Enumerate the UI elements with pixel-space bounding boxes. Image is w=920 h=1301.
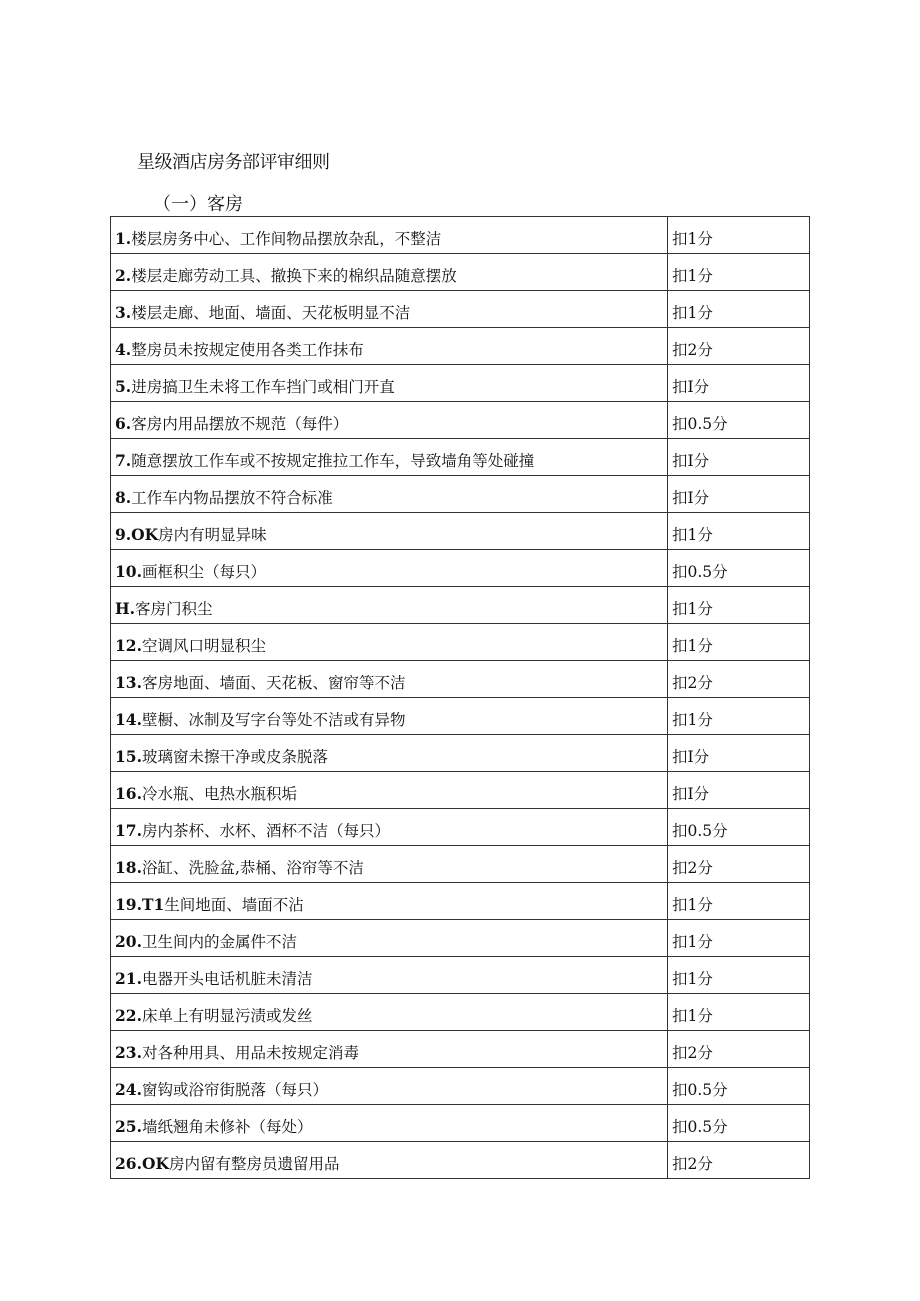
criterion-cell xyxy=(111,1142,668,1179)
criterion-number: 23. xyxy=(115,1043,142,1062)
criteria-table-body xyxy=(111,217,810,1179)
criterion-number: 4. xyxy=(115,340,132,359)
criterion-text: 画框积尘（每只） xyxy=(141,563,266,581)
criterion-text: 工作车内物品摆放不符合标准 xyxy=(131,489,333,507)
criterion-cell xyxy=(111,550,668,587)
table-row xyxy=(111,846,810,883)
penalty-cell: 扣I分 xyxy=(668,476,810,513)
criterion-cell xyxy=(111,328,668,365)
table-row xyxy=(111,254,810,291)
table-row xyxy=(111,550,810,587)
penalty-cell: 扣0.5分 xyxy=(668,1068,810,1105)
penalty-cell: 扣1分 xyxy=(668,587,810,624)
table-row xyxy=(111,328,810,365)
table-row xyxy=(111,661,810,698)
criterion-text: 空调风口明显积尘 xyxy=(141,637,266,655)
criterion-number: 14. xyxy=(115,710,142,729)
criterion-text: 卫生间内的金属件不洁 xyxy=(141,933,297,951)
criterion-cell xyxy=(111,439,668,476)
criterion-number: 26.OK xyxy=(115,1154,169,1173)
table-row xyxy=(111,291,810,328)
criterion-number: 8. xyxy=(115,488,132,507)
penalty-cell: 扣1分 xyxy=(668,920,810,957)
table-row xyxy=(111,809,810,846)
criterion-cell xyxy=(111,735,668,772)
criterion-text: 客房地面、墙面、天花板、窗帘等不洁 xyxy=(141,674,406,692)
criterion-cell xyxy=(111,254,668,291)
document-title: 星级酒店房务部评审细则 xyxy=(137,152,330,173)
table-row xyxy=(111,772,810,809)
criterion-number: 21. xyxy=(115,969,142,988)
criterion-number: 18. xyxy=(115,858,142,877)
criterion-cell xyxy=(111,291,668,328)
penalty-cell: 扣I分 xyxy=(668,735,810,772)
criterion-text: 楼层走廊、地面、墙面、天花板明显不洁 xyxy=(131,304,411,322)
criterion-cell xyxy=(111,624,668,661)
criterion-cell xyxy=(111,1031,668,1068)
criterion-cell xyxy=(111,772,668,809)
criterion-number: 9.OK xyxy=(115,525,159,544)
penalty-cell: 扣0.5分 xyxy=(668,809,810,846)
criterion-text: 冷水瓶、电热水瓶积垢 xyxy=(141,785,297,803)
table-row xyxy=(111,1068,810,1105)
criterion-cell xyxy=(111,661,668,698)
criterion-cell xyxy=(111,1068,668,1105)
criterion-number: 2. xyxy=(115,266,132,285)
criterion-number: 22. xyxy=(115,1006,142,1025)
criterion-text: 楼层房务中心、工作间物品摆放杂乱，不整洁 xyxy=(131,230,442,248)
criterion-number: H. xyxy=(115,599,136,618)
criterion-cell xyxy=(111,994,668,1031)
table-row xyxy=(111,217,810,254)
penalty-cell: 扣2分 xyxy=(668,1142,810,1179)
criterion-cell xyxy=(111,883,668,920)
table-row xyxy=(111,476,810,513)
table-row xyxy=(111,513,810,550)
criterion-number: 10. xyxy=(115,562,142,581)
criterion-cell xyxy=(111,1105,668,1142)
criterion-text: 窗钩或浴帘街脱落（每只） xyxy=(141,1081,328,1099)
criterion-text: 楼层走廊劳动工具、撤换下来的棉织品随意摆放 xyxy=(131,267,457,285)
table-row xyxy=(111,439,810,476)
criterion-text: 客房内用品摆放不规范（每件） xyxy=(131,415,349,433)
penalty-cell: 扣1分 xyxy=(668,957,810,994)
section-heading: （一）客房 xyxy=(153,194,243,215)
criterion-text: 房内茶杯、水杯、酒杯不洁（每只） xyxy=(141,822,390,840)
criterion-number: 6. xyxy=(115,414,132,433)
penalty-cell: 扣2分 xyxy=(668,328,810,365)
penalty-cell: 扣1分 xyxy=(668,698,810,735)
criterion-number: 25. xyxy=(115,1117,142,1136)
criterion-text: 客房门积尘 xyxy=(135,600,213,618)
table-row xyxy=(111,587,810,624)
criterion-cell xyxy=(111,920,668,957)
criterion-number: 1. xyxy=(115,229,132,248)
criterion-text: 对各种用具、用品未按规定消毒 xyxy=(141,1044,359,1062)
penalty-cell: 扣I分 xyxy=(668,772,810,809)
penalty-cell: 扣I分 xyxy=(668,365,810,402)
criterion-number: 13. xyxy=(115,673,142,692)
penalty-cell: 扣I分 xyxy=(668,439,810,476)
table-row xyxy=(111,957,810,994)
criterion-number: 17. xyxy=(115,821,142,840)
criterion-text: 浴缸、洗脸盆,恭桶、浴帘等不洁 xyxy=(141,859,364,877)
penalty-cell: 扣2分 xyxy=(668,661,810,698)
criterion-cell xyxy=(111,587,668,624)
criterion-text: 生间地面、墙面不沾 xyxy=(164,896,304,914)
penalty-cell: 扣1分 xyxy=(668,291,810,328)
criterion-cell xyxy=(111,402,668,439)
penalty-cell: 扣0.5分 xyxy=(668,402,810,439)
criterion-number: 5. xyxy=(115,377,132,396)
table-row xyxy=(111,365,810,402)
penalty-cell: 扣1分 xyxy=(668,994,810,1031)
criterion-number: 12. xyxy=(115,636,142,655)
criterion-number: 3. xyxy=(115,303,132,322)
table-row xyxy=(111,1031,810,1068)
criterion-text: 进房搞卫生未将工作车挡门或相门开直 xyxy=(131,378,395,396)
criterion-number: 7. xyxy=(115,451,132,470)
criterion-number: 15. xyxy=(115,747,142,766)
penalty-cell: 扣0.5分 xyxy=(668,1105,810,1142)
penalty-cell: 扣2分 xyxy=(668,846,810,883)
table-row xyxy=(111,883,810,920)
table-row xyxy=(111,735,810,772)
criterion-text: 房内留有整房员遗留用品 xyxy=(168,1155,340,1173)
penalty-cell: 扣0.5分 xyxy=(668,550,810,587)
criterion-text: 壁橱、冰制及写字台等处不洁或有异物 xyxy=(141,711,406,729)
criterion-number: 19.T1 xyxy=(115,895,165,914)
penalty-cell: 扣1分 xyxy=(668,883,810,920)
table-row xyxy=(111,698,810,735)
criterion-text: 房内有明显异味 xyxy=(158,526,267,544)
criterion-number: 16. xyxy=(115,784,142,803)
criterion-text: 电器开头电话机脏未清洁 xyxy=(141,970,313,988)
table-row xyxy=(111,1105,810,1142)
criterion-text: 床单上有明显污渍或发丝 xyxy=(141,1007,313,1025)
penalty-cell: 扣1分 xyxy=(668,217,810,254)
table-row xyxy=(111,920,810,957)
table-row xyxy=(111,1142,810,1179)
table-row xyxy=(111,402,810,439)
penalty-cell: 扣1分 xyxy=(668,513,810,550)
table-row xyxy=(111,994,810,1031)
criterion-text: 整房员未按规定使用各类工作抹布 xyxy=(131,341,364,359)
penalty-cell: 扣1分 xyxy=(668,624,810,661)
table-row xyxy=(111,624,810,661)
penalty-cell: 扣1分 xyxy=(668,254,810,291)
criterion-cell xyxy=(111,698,668,735)
criterion-number: 20. xyxy=(115,932,142,951)
criterion-cell xyxy=(111,217,668,254)
criterion-text: 玻璃窗未擦干净或皮条脱落 xyxy=(141,748,328,766)
criterion-text: 随意摆放工作车或不按规定推拉工作车，导致墙角等处碰撞 xyxy=(131,452,535,470)
criterion-cell xyxy=(111,957,668,994)
criterion-cell xyxy=(111,365,668,402)
criteria-table xyxy=(110,216,810,1179)
criterion-cell xyxy=(111,809,668,846)
criterion-cell xyxy=(111,513,668,550)
criterion-text: 墙纸翘角未修补（每处） xyxy=(141,1118,313,1136)
penalty-cell: 扣2分 xyxy=(668,1031,810,1068)
criterion-cell xyxy=(111,476,668,513)
criterion-cell xyxy=(111,846,668,883)
criterion-number: 24. xyxy=(115,1080,142,1099)
